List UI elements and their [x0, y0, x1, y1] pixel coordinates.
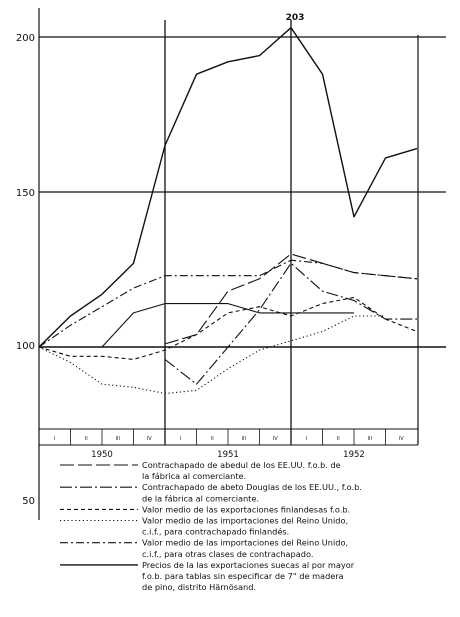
quarter-label: III: [241, 436, 246, 442]
legend-text: f.o.b. para tablas sin especificar de 7" de madera: [142, 571, 344, 581]
y-tick-label: 150: [15, 188, 35, 199]
quarter-label: II: [210, 436, 214, 442]
series-line-4: [39, 316, 386, 394]
legend-text: Contrachapado de abedul de los EE.UU. f.o.b. de: [142, 460, 341, 470]
legend-text: la fábrica al comerciante.: [142, 471, 247, 482]
legend-text: Valor medio de las importaciones del Reino Unido,: [142, 537, 349, 548]
quarter-label: II: [336, 436, 340, 442]
legend-text: de la fábrica al comerciante.: [142, 493, 260, 504]
legend-text: Valor medio de las importaciones del Reino Unido,: [142, 515, 349, 526]
year-label: 1951: [217, 450, 239, 460]
year-label: 1952: [343, 450, 365, 460]
legend-text: Contrachapado de abeto Douglas de los EE.UU., f.o.b.: [142, 482, 362, 493]
grid: [39, 8, 446, 520]
quarter-label: IV: [398, 436, 404, 442]
series-lines: [39, 28, 417, 394]
year-label: 1950: [91, 450, 113, 460]
quarter-label: III: [115, 436, 120, 442]
quarter-label: IV: [146, 436, 152, 442]
y-tick-label: 100: [15, 341, 35, 352]
quarter-label: I: [306, 436, 308, 442]
y-tick-label: 50: [22, 496, 35, 507]
legend-text: Valor medio de las exportaciones finlandesas f.o.b.: [142, 504, 351, 515]
quarter-label: I: [54, 436, 56, 442]
series-line-3: [39, 297, 417, 359]
legend-text: de pino, distrito Härnösand.: [142, 582, 256, 593]
legend-text: c.i.f., para otras clases de contrachapado.: [142, 548, 314, 559]
quarter-label: II: [84, 436, 88, 442]
peak-annotation: 203: [285, 13, 305, 23]
y-tick-label: 200: [15, 33, 35, 44]
series-line-6: [39, 28, 417, 347]
legend-text: Precios de la las exportaciones suecas al por mayor: [142, 559, 355, 570]
legend: [60, 460, 362, 592]
legend-text: c.i.f., para contrachapado finlandés.: [142, 526, 290, 537]
quarter-label: I: [180, 436, 182, 442]
quarter-label: III: [367, 436, 372, 442]
quarter-label: IV: [272, 436, 278, 442]
